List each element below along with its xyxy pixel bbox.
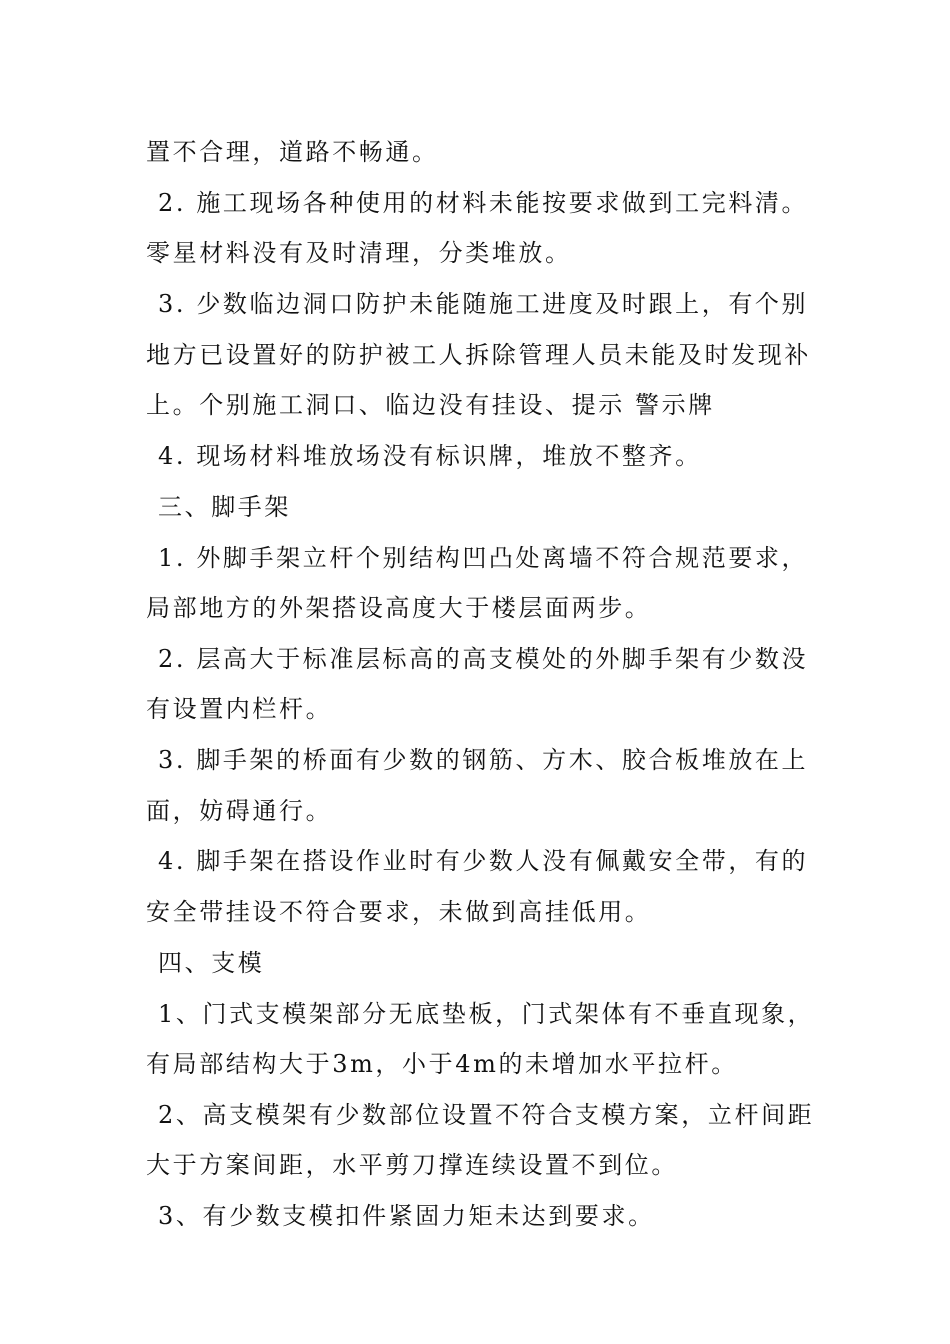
text-line: 地方已设置好的防护被工人拆除管理人员未能及时发现补 [146,341,811,369]
text-line: 置不合理，道路不畅通。 [146,138,439,166]
text-line: 1、门式支模架部分无底垫板，门式架体有不垂直现象， [158,1000,815,1028]
text-line: 3. 脚手架的桥面有少数的钢筋、方木、胶合板堆放在上 [158,746,809,774]
text-line: 大于方案间距，水平剪刀撑连续设置不到位。 [146,1151,678,1179]
text-line: 4. 现场材料堆放场没有标识牌，堆放不整齐。 [158,442,702,470]
text-line: 3、有少数支模扣件紧固力矩未达到要求。 [158,1202,655,1230]
text-line: 3. 少数临边洞口防护未能随施工进度及时跟上，有个别 [158,290,809,318]
section-heading: 四、支模 [158,949,265,977]
text-line: 面，妨碍通行。 [146,797,333,825]
text-line: 零星材料没有及时清理，分类堆放。 [146,239,572,267]
text-line: 1. 外脚手架立杆个别结构凹凸处离墙不符合规范要求， [158,544,809,572]
text-line: 有局部结构大于3m，小于4m的未增加水平拉杆。 [146,1050,738,1078]
text-line: 有设置内栏杆。 [146,695,333,723]
text-line: 2、高支模架有少数部位设置不符合支模方案，立杆间距 [158,1101,815,1129]
text-line: 上。个别施工洞口、临边没有挂设、提示 警示牌 [146,391,715,419]
section-heading: 三、脚手架 [158,493,291,521]
text-line: 2. 层高大于标准层标高的高支模处的外脚手架有少数没 [158,645,809,673]
text-line: 4. 脚手架在搭设作业时有少数人没有佩戴安全带，有的 [158,847,809,875]
text-line: 2. 施工现场各种使用的材料未能按要求做到工完料清。 [158,189,809,217]
text-line: 安全带挂设不符合要求，未做到高挂低用。 [146,898,652,926]
text-line: 局部地方的外架搭设高度大于楼层面两步。 [146,594,652,622]
